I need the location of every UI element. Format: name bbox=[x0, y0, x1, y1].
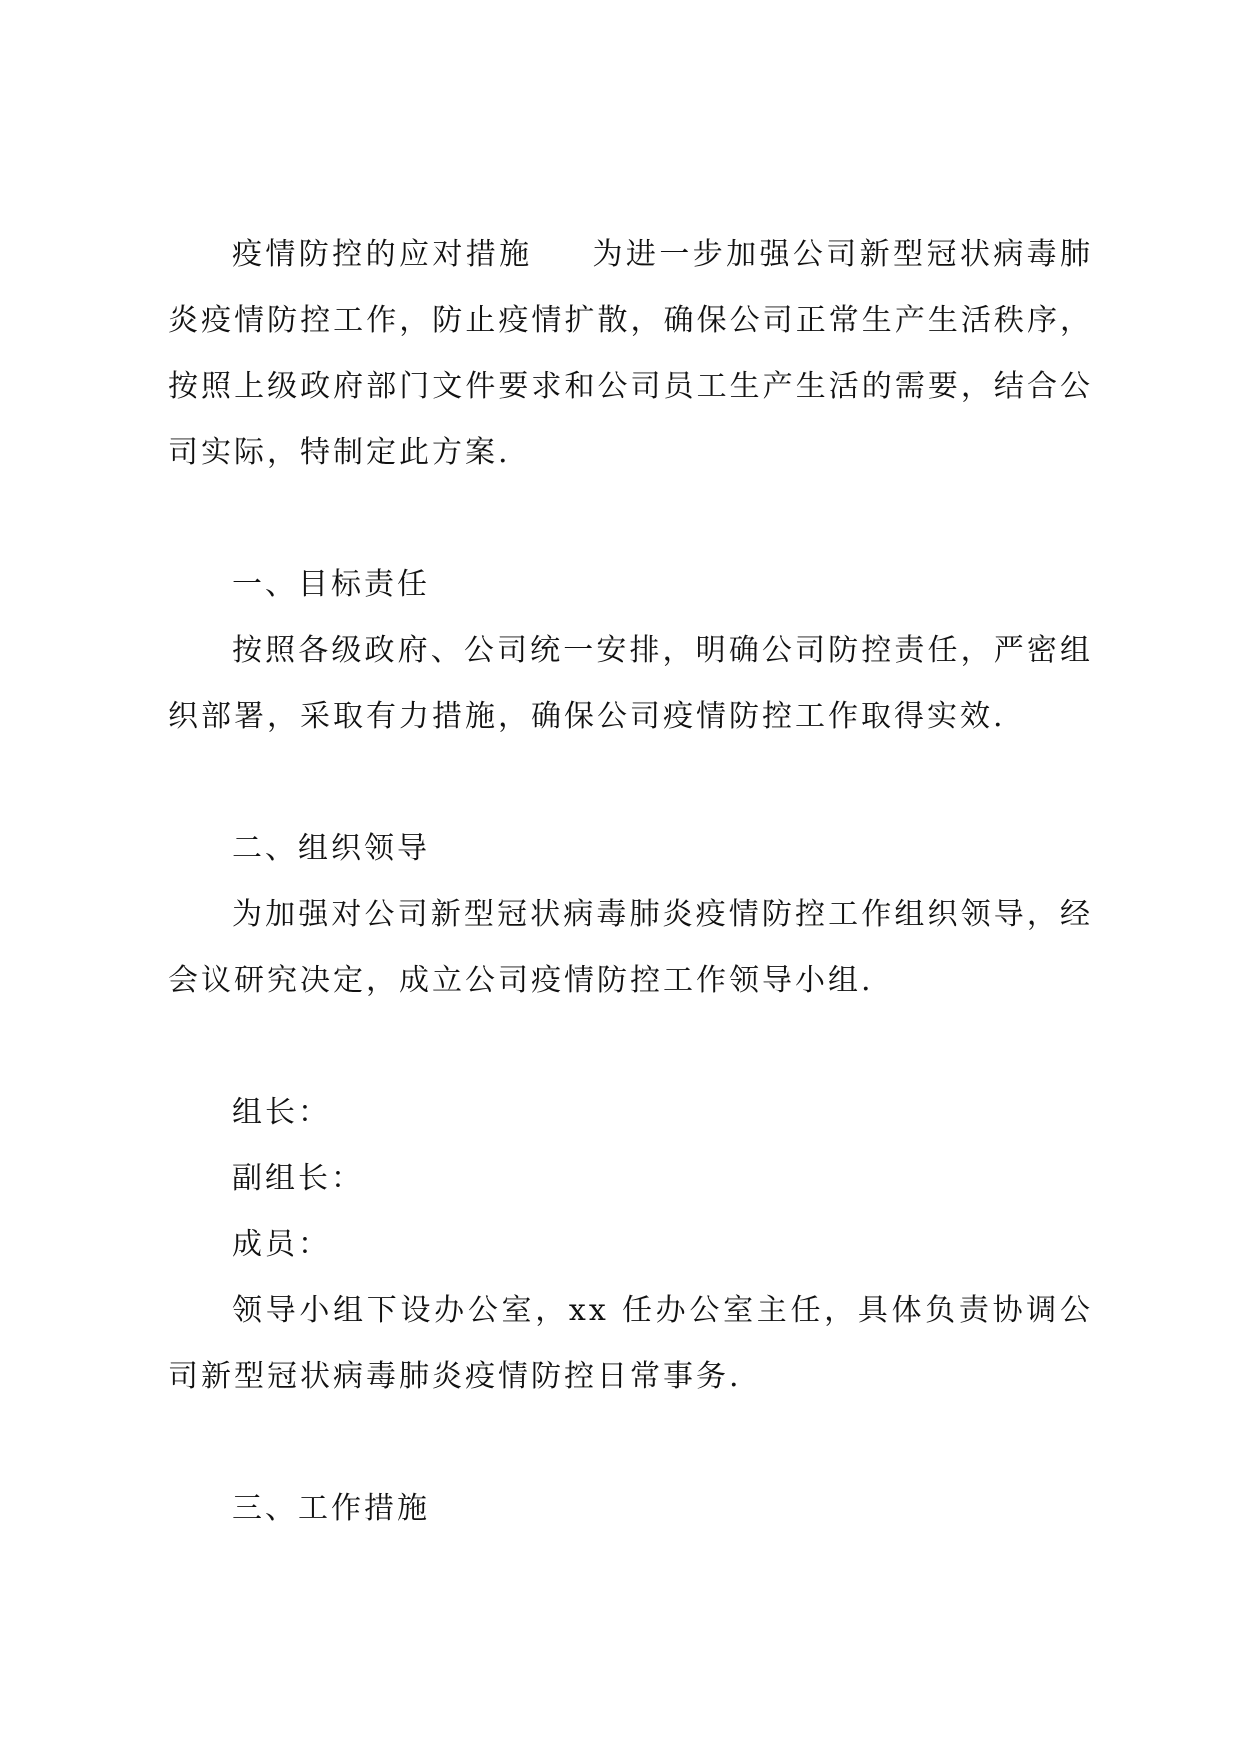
intro-paragraph bbox=[168, 222, 1093, 486]
members-line: 成员： bbox=[232, 1227, 331, 1262]
section1-heading: 一、目标责任 bbox=[232, 567, 430, 602]
spacer bbox=[168, 1410, 1093, 1476]
deputy-leader-line: 副组长： bbox=[232, 1161, 364, 1196]
spacer bbox=[168, 750, 1093, 816]
section2-heading: 二、组织领导 bbox=[232, 831, 430, 866]
office-paragraph: 领导小组下设办公室，xx 任办公室主任，具体负责协调公司新型冠状病毒肺炎疫情防控日常事务. bbox=[168, 1293, 1093, 1394]
document-body bbox=[168, 222, 1093, 1542]
leader-line: 组长： bbox=[232, 1095, 331, 1130]
section3-heading: 三、工作措施 bbox=[232, 1491, 430, 1526]
section2-body: 为加强对公司新型冠状病毒肺炎疫情防控工作组织领导，经会议研究决定，成立公司疫情防控工作领导小组. bbox=[168, 897, 1093, 998]
section1-body: 按照各级政府、公司统一安排，明确公司防控责任，严密组织部署，采取有力措施，确保公司疫情防控工作取得实效. bbox=[168, 633, 1093, 734]
intro-text: 为进一步加强公司新型冠状病毒肺炎疫情防控工作，防止疫情扩散，确保公司正常生产生活秩序，按照上级政府部门文件要求和公司员工生产生活的需要，结合公司实际，特制定此方案. bbox=[168, 237, 1094, 470]
spacer bbox=[168, 486, 1093, 552]
spacer bbox=[168, 1014, 1093, 1080]
document-title: 疫情防控的应对措施 bbox=[232, 237, 533, 272]
